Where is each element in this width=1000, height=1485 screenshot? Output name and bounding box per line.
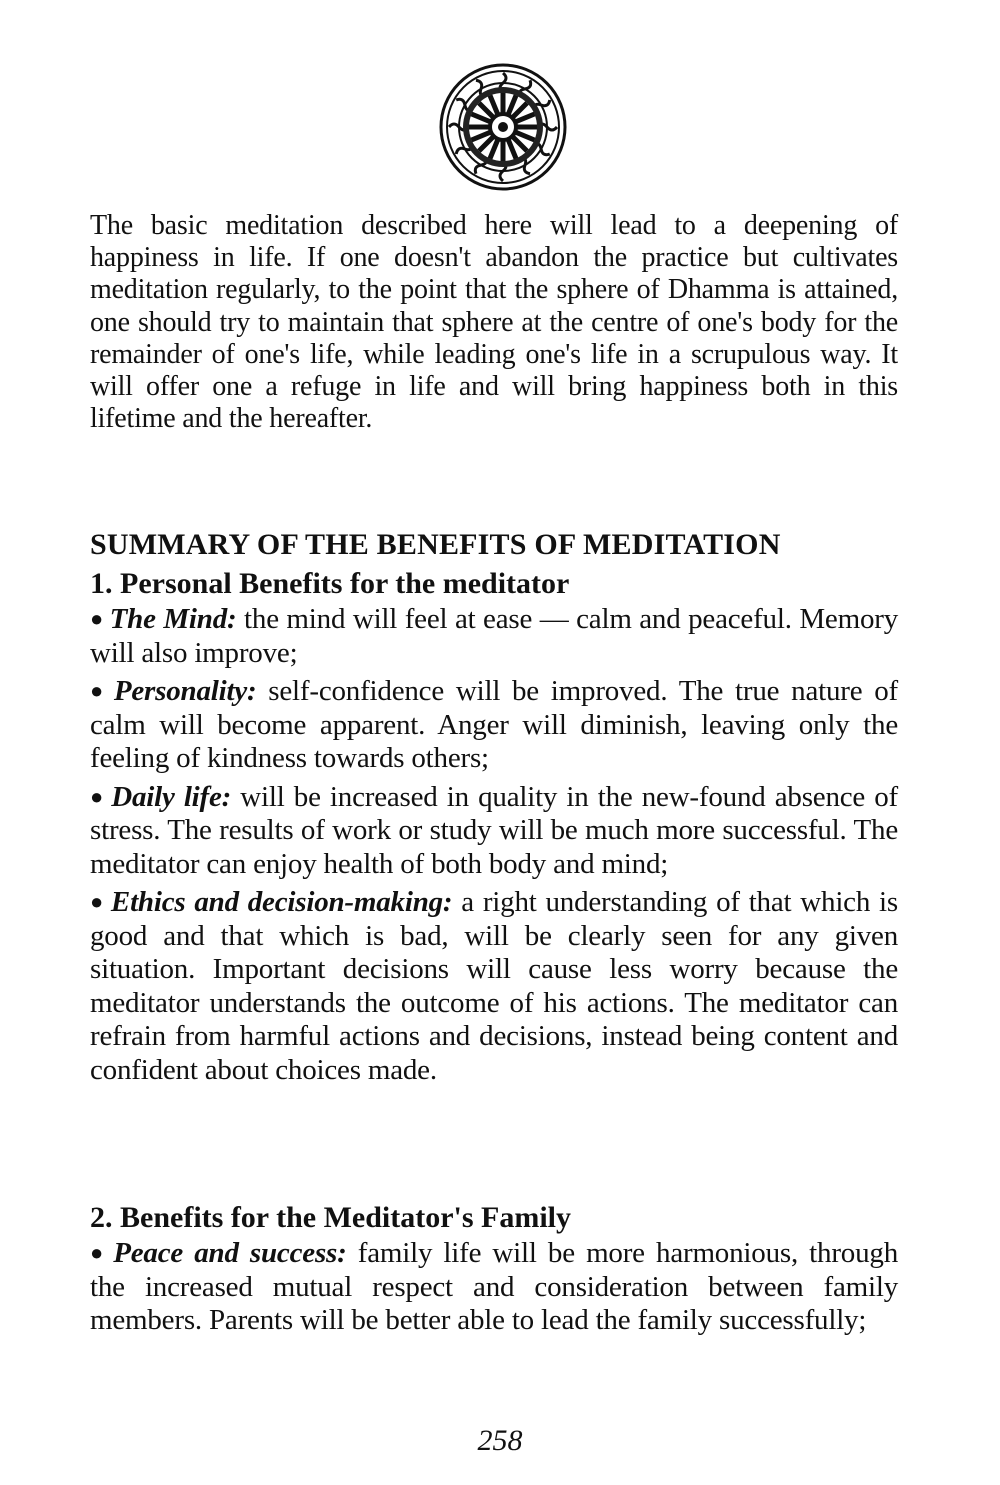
benefit-term: Peace and success:	[113, 1237, 347, 1269]
bullet-icon: ●	[90, 678, 108, 703]
dhamma-wheel-icon	[438, 62, 568, 192]
list-item	[90, 1236, 898, 1338]
benefit-text: family life will be more harmonious, through the increased mutual respect and consideration between family members. Parents will be better able to lead the family successfully;	[90, 1237, 898, 1336]
list-item	[90, 885, 898, 1087]
benefit-text: a right understanding of that which is good and that which is bad, will be clearly seen for any given situation. Important decisions will cause less worry because the meditator understands the outcome of his actions. The meditator can refrain from harmful actions and decisions, instead being content and confident about choices made.	[90, 886, 898, 1086]
benefit-term: Daily life:	[111, 780, 232, 813]
benefit-text: will be increased in quality in the new-found absence of stress. The results of work or study will be much more successful. The meditator can enjoy health of both body and mind;	[90, 780, 899, 880]
personal-benefits-list	[90, 602, 898, 1091]
bullet-icon: ●	[90, 889, 105, 914]
list-item	[90, 674, 898, 776]
intro-paragraph: The basic meditation described here will lead to a deepening of happiness in life. If one doesn't abandon the practice but cultivates meditation regularly, to the point that the sphere of Dhamma is attained, one should try to maintain that sphere at the centre of one's body for the remainder of one's life, while leading one's life in a scrupulous way. It will offer one a refuge in life and will bring happiness both in this lifetime and the hereafter.	[90, 210, 898, 435]
bullet-icon: ●	[90, 606, 104, 631]
benefit-term: The Mind:	[109, 603, 237, 635]
family-benefits-list	[90, 1236, 898, 1342]
summary-heading: SUMMARY OF THE BENEFITS OF MEDITATION	[90, 528, 781, 561]
list-item	[90, 602, 898, 670]
list-item	[90, 780, 898, 882]
page-number: 258	[477, 1424, 523, 1457]
bullet-icon: ●	[90, 1240, 108, 1265]
bullet-icon: ●	[90, 783, 106, 809]
section-title-personal-benefits: 1. Personal Benefits for the meditator	[90, 567, 570, 600]
benefit-term: Ethics and decision-making:	[110, 886, 453, 918]
benefit-text: the mind will feel at ease — calm and peaceful. Memory will also improve;	[90, 603, 899, 669]
benefit-text: self-confidence will be improved. The true nature of calm will become apparent. Anger will diminish, leaving only the feeling of kindness towards others;	[90, 675, 898, 774]
section-title-family-benefits: 2. Benefits for the Meditator's Family	[90, 1201, 572, 1234]
benefit-term: Personality:	[113, 675, 257, 707]
